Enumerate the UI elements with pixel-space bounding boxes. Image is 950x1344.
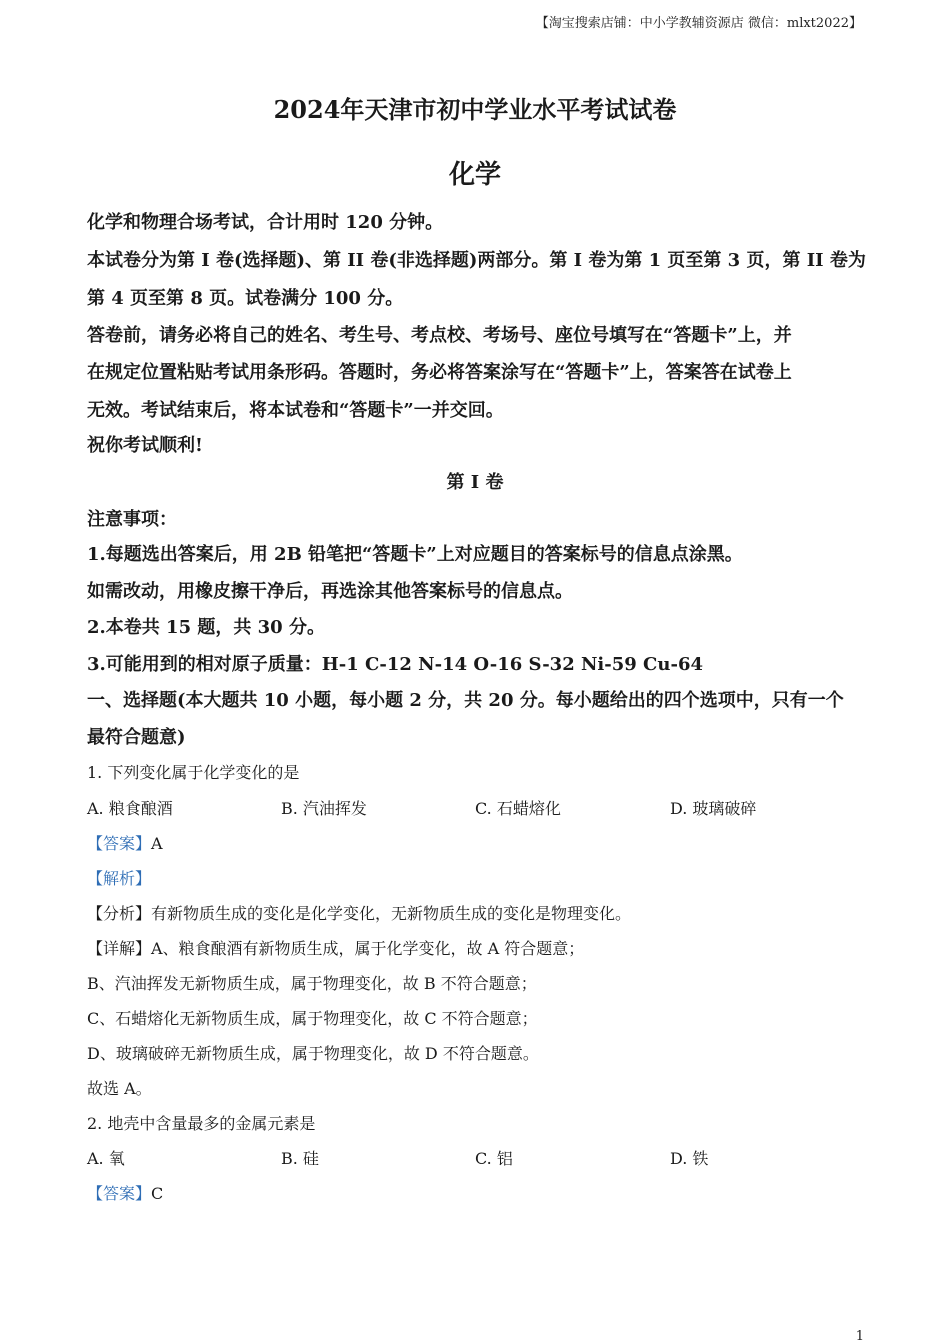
question-stem: 1. 下列变化属于化学变化的是: [87, 763, 300, 782]
intro-line: 在规定位置粘贴考试用条形码。答题时，务必将答案涂写在“答题卡”上，答案答在试卷上: [87, 362, 792, 383]
header-note: 【淘宝搜索店铺：中小学教辅资源店 微信：mlxt2022】: [535, 16, 862, 31]
intro-line: 无效。考试结束后，将本试卷和“答题卡”一并交回。: [87, 400, 504, 421]
intro-line: 第 4 页至第 8 页。试卷满分 100 分。: [87, 288, 404, 309]
note-line: 如需改动，用橡皮擦干净后，再选涂其他答案标号的信息点。: [87, 581, 573, 602]
answer-tag: 【答案】: [87, 1184, 152, 1203]
note-line: 2.本卷共 15 题，共 30 分。: [87, 617, 325, 638]
answer-line: [87, 831, 867, 854]
option-d: D. 玻璃破碎: [670, 799, 757, 818]
option-a: A. 氧: [87, 1149, 125, 1168]
question-stem: 2. 地壳中含量最多的金属元素是: [87, 1114, 316, 1133]
option-b: B. 硅: [281, 1149, 319, 1168]
analysis-tag: 【解析】: [87, 869, 152, 888]
intro-line: 化学和物理合场考试，合计用时 120 分钟。: [87, 212, 444, 233]
option-a: A. 粮食酿酒: [87, 799, 173, 818]
answer-line: [87, 1181, 867, 1204]
analysis-line: D、玻璃破碎无新物质生成，属于物理变化，故 D 不符合题意。: [87, 1044, 539, 1063]
subject-title: 化学: [448, 160, 501, 190]
option-d: D. 铁: [670, 1149, 709, 1168]
answer-tag: 【答案】: [87, 834, 152, 853]
analysis-line: 【分析】有新物质生成的变化是化学变化，无新物质生成的变化是物理变化。: [87, 904, 632, 923]
analysis-line: B、汽油挥发无新物质生成，属于物理变化，故 B 不符合题意；: [87, 974, 537, 993]
answer-value: C: [151, 1184, 164, 1203]
option-c: C. 铝: [475, 1149, 513, 1168]
section-title: 第 I 卷: [446, 472, 504, 493]
analysis-line: 故选 A。: [87, 1079, 152, 1098]
analysis-line: 【详解】A、粮食酿酒有新物质生成，属于化学变化，故 A 符合题意；: [87, 939, 585, 958]
notes-heading: 注意事项：: [87, 509, 177, 530]
intro-line: 祝你考试顺利!: [87, 435, 203, 456]
intro-line: 本试卷分为第 I 卷(选择题)、第 II 卷(非选择题)两部分。第 I 卷为第 1 页至第 3 页，第 II 卷为: [87, 250, 866, 271]
exam-title: 2024年天津市初中学业水平考试试卷: [273, 95, 677, 124]
intro-line: 答卷前，请务必将自己的姓名、考生号、考点校、考场号、座位号填写在“答题卡”上，并: [87, 325, 792, 346]
note-line: 3.可能用到的相对原子质量：H-1 C-12 N-14 O-16 S-32 Ni-59 Cu-64: [87, 654, 703, 675]
part-heading: 一、选择题(本大题共 10 小题，每小题 2 分，共 20 分。每小题给出的四个选项中，只有一个: [87, 690, 844, 711]
option-c: C. 石蜡熔化: [475, 799, 561, 818]
page-number: 1: [855, 1329, 864, 1344]
note-line: 1.每题选出答案后，用 2B 铅笔把“答题卡”上对应题目的答案标号的信息点涂黑。: [87, 544, 743, 565]
part-heading: 最符合题意): [87, 727, 186, 748]
analysis-line: C、石蜡熔化无新物质生成，属于物理变化，故 C 不符合题意；: [87, 1009, 538, 1028]
option-b: B. 汽油挥发: [281, 799, 367, 818]
answer-value: A: [151, 834, 163, 853]
